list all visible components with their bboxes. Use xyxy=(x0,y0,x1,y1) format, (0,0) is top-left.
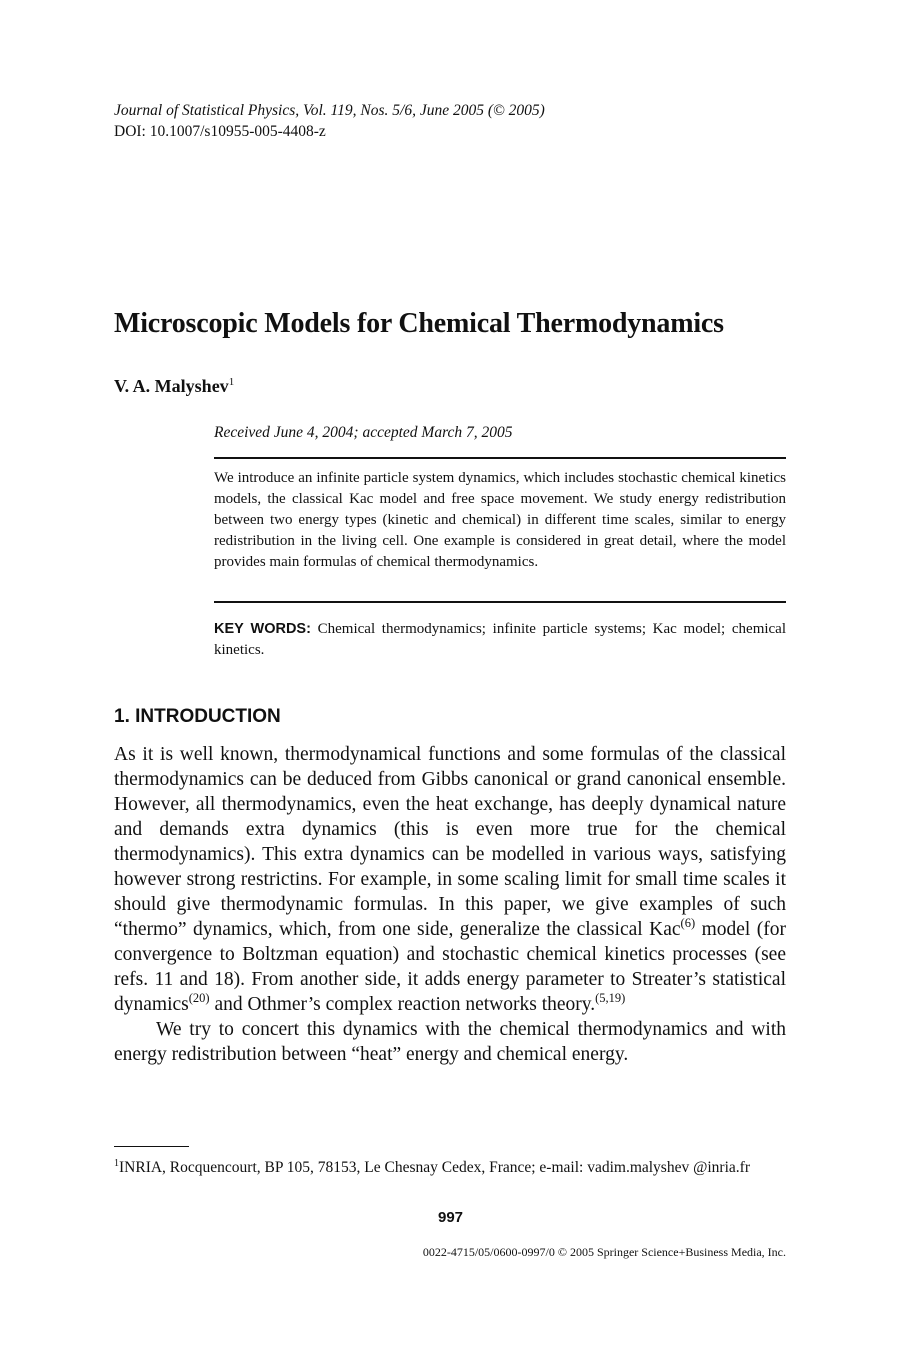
paragraph: We try to concert this dynamics with the chemical thermodynamics and with energy redistribution between “heat” energy and chemical energy. xyxy=(114,1019,786,1065)
abstract-top-rule xyxy=(214,457,786,459)
author-line xyxy=(114,370,234,398)
keywords xyxy=(214,619,786,661)
article-title: Microscopic Models for Chemical Thermodynamics xyxy=(114,308,724,339)
paragraph xyxy=(114,742,786,1017)
section-heading: 1. INTRODUCTION xyxy=(114,706,281,727)
footnote xyxy=(114,1153,786,1178)
citation-ref: (6) xyxy=(680,916,696,930)
footnote-mark: 1 xyxy=(114,1158,119,1169)
footnote-rule xyxy=(114,1146,189,1147)
author-footnote-mark: 1 xyxy=(228,376,235,388)
citation-ref: (5,19) xyxy=(595,991,626,1005)
paragraph-text: As it is well known, thermodynamical functions and some formulas of the classical thermodynamics can be deduced from Gibbs canonical or grand canonical ensemble. However, all thermodynamics, even the heat exchange, has deeply dynamical nature and demands extra dynamics (this is even more true for the chemical thermodynamics). This extra dynamics can be modelled in various ways, satisfying however strong restrictins. For example, in some scaling limit for small time scales it should give thermodynamic formulas. In this paper, we give examples of such “thermo” dynamics, which, from one side, generalize the classical Kac xyxy=(114,744,786,940)
abstract: We introduce an infinite particle system dynamics, which includes stochastic chemical kinetics models, the classical Kac model and free space movement. We study energy redistribution between two energy types (kinetic and chemical) in different time scales, similar to energy redistribution in the living cell. One example is considered in great detail, where the model provides main formulas of chemical thermodynamics. xyxy=(214,470,786,570)
citation-ref: (20) xyxy=(188,991,210,1005)
doi: DOI: 10.1007/s10955-005-4408-z xyxy=(114,123,326,140)
received-dates: Received June 4, 2004; accepted March 7, 2005 xyxy=(214,424,513,441)
body-text xyxy=(114,742,786,1067)
abstract-bottom-rule xyxy=(214,601,786,603)
author-name: V. A. Malyshev xyxy=(114,376,229,396)
footnote-text: INRIA, Rocquencourt, BP 105, 78153, Le Chesnay Cedex, France; e-mail: vadim.malyshev @inria.fr xyxy=(119,1159,750,1176)
paragraph-text: and Othmer’s complex reaction networks theory. xyxy=(209,994,596,1015)
paragraph-text: model (for convergence to Boltzman equation) and stochastic chemical kinetics processes (see refs. 11 and 18). From another side, it adds energy parameter to Streater’s statistical dynamics xyxy=(114,919,786,1015)
keywords-text: Chemical thermodynamics; infinite particle systems; Kac model; chemical kinetics. xyxy=(214,621,787,658)
keywords-label: KEY WORDS: xyxy=(214,621,311,637)
copyright-line: 0022-4715/05/0600-0997/0 © 2005 Springer Science+Business Media, Inc. xyxy=(422,1245,786,1259)
journal-citation: Journal of Statistical Physics, Vol. 119, Nos. 5/6, June 2005 (© 2005) xyxy=(114,102,545,119)
page-number: 997 xyxy=(437,1209,464,1226)
